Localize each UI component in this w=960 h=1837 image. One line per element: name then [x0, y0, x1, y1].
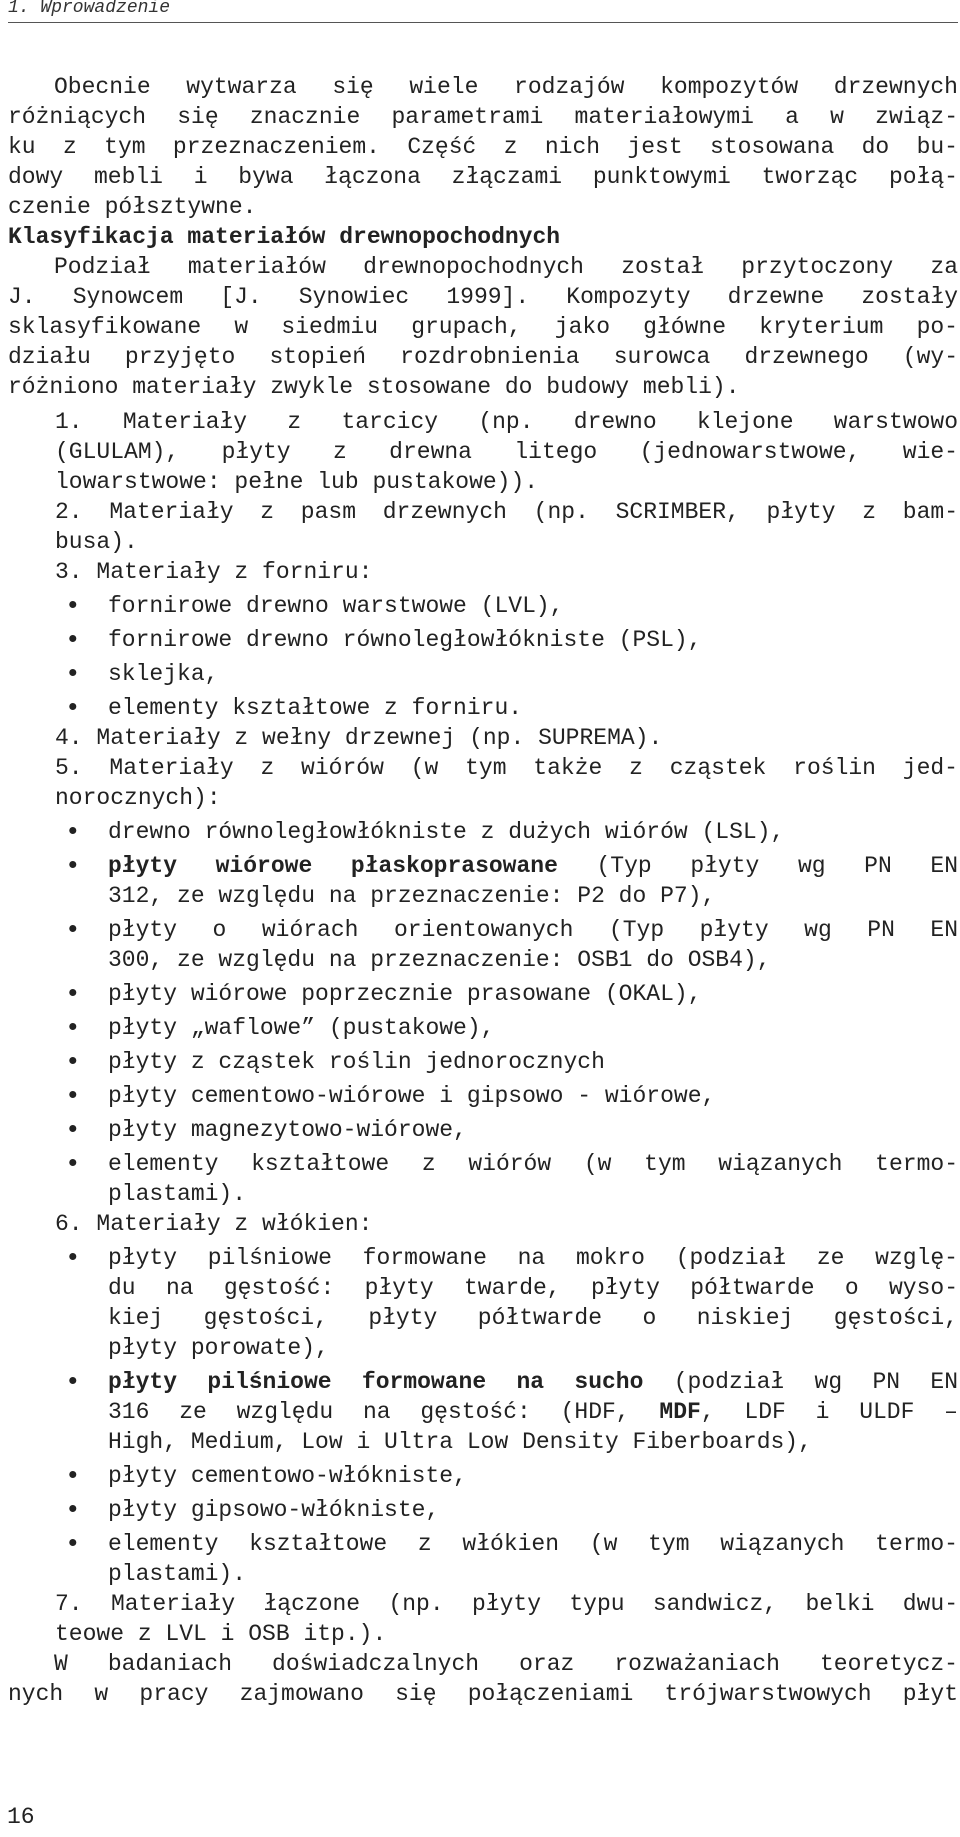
text-line: ku z tym przeznaczeniem. Część z nich jest stosowana do bu- [8, 134, 958, 160]
list-item: • płyty „waflowe” (pustakowe), [8, 1013, 958, 1043]
text-line: du na gęstość: płyty twarde, płyty półtwarde o wyso- [108, 1275, 958, 1301]
text-line: • płyty o wiórach orientowanych (Typ płyty wg PN EN [108, 917, 958, 943]
text-line: J. Synowcem [J. Synowiec 1999]. Kompozyty drzewne zostały [8, 284, 958, 310]
list-item: • płyty z cząstek roślin jednorocznych [8, 1047, 958, 1077]
running-header: 1. Wprowadzenie [8, 0, 958, 23]
group-5 [8, 753, 958, 813]
text-line: plastami). [108, 1561, 247, 1587]
text-line [108, 1367, 958, 1397]
text-run: , LDF i ULDF – [700, 1399, 958, 1425]
list-item [8, 915, 958, 975]
list-item: • płyty wiórowe poprzecznie prasowane (OKAL), [8, 979, 958, 1009]
classification-paragraph [8, 252, 958, 402]
text-line: W badaniach doświadczalnych oraz rozważaniach teoretycz- [54, 1651, 958, 1677]
text-line: 312, ze względu na przeznaczenie: P2 do P7), [108, 883, 716, 909]
group-2 [8, 497, 958, 557]
text-run: (Typ płyty wg PN EN [557, 853, 958, 879]
text-line: Podział materiałów drewnopochodnych został przytoczony za [54, 254, 958, 280]
text-line: norocznych): [55, 785, 221, 811]
list-item [8, 1243, 958, 1363]
list-item: • elementy kształtowe z forniru. [8, 693, 958, 723]
bold-term: płyty wiórowe płaskoprasowane [108, 853, 558, 879]
list-item [8, 1149, 958, 1209]
text-line: 2. Materiały z pasm drzewnych (np. SCRIMBER, płyty z bam- [55, 499, 958, 525]
text-line: działu przyjęto stopień rozdrobnienia surowca drzewnego (wy- [8, 344, 958, 370]
bold-term: MDF [659, 1399, 701, 1425]
text-line: dowy mebli i bywa łączona złączami punktowymi tworząc połą- [8, 164, 958, 190]
page-body [8, 72, 958, 1709]
text-line: 1. Materiały z tarcicy (np. drewno klejone warstwowo [55, 409, 958, 435]
list-item: • sklejka, [8, 659, 958, 689]
list-item: • płyty gipsowo-włókniste, [8, 1495, 958, 1525]
list-item [8, 1529, 958, 1589]
text-line: • elementy kształtowe z włókien (w tym wiązanych termo- [108, 1531, 958, 1557]
text-run: (podział wg PN EN [643, 1369, 958, 1395]
text-line: różniących się znacznie parametrami materiałowymi a w związ- [8, 104, 958, 130]
text-line: • płyty pilśniowe formowane na mokro (podział ze wzglę- [108, 1245, 958, 1271]
list-item: • płyty cementowo-wiórowe i gipsowo - wiórowe, [8, 1081, 958, 1111]
text-line: sklasyfikowane w siedmiu grupach, jako główne kryterium po- [8, 314, 958, 340]
group-3: 3. Materiały z forniru: [55, 559, 373, 585]
text-run: 316 ze względu na gęstość: (HDF, [108, 1399, 660, 1425]
group-7 [8, 1589, 958, 1649]
text-line: plastami). [108, 1181, 247, 1207]
text-line: nych w pracy zajmowano się połączeniami trójwarstwowych płyt [8, 1681, 958, 1707]
section-heading: Klasyfikacja materiałów drewnopochodnych [8, 224, 561, 250]
list-item: • fornirowe drewno warstwowe (LVL), [8, 591, 958, 621]
text-line [108, 1397, 958, 1427]
text-line: 300, ze względu na przeznaczenie: OSB1 do OSB4), [108, 947, 771, 973]
list-item: • drewno równoległowłókniste z dużych wiórów (LSL), [8, 817, 958, 847]
text-line: Obecnie wytwarza się wiele rodzajów kompozytów drzewnych [54, 74, 958, 100]
closing-paragraph [8, 1649, 958, 1709]
list-item: • płyty cementowo-włókniste, [8, 1461, 958, 1491]
list-item [8, 1367, 958, 1457]
group-4: 4. Materiały z wełny drzewnej (np. SUPREMA). [55, 725, 663, 751]
text-line [108, 851, 958, 881]
text-line: teowe z LVL i OSB itp.). [55, 1621, 387, 1647]
list-item: • fornirowe drewno równoległowłókniste (PSL), [8, 625, 958, 655]
page-number: 16 [7, 1804, 35, 1830]
text-line: • elementy kształtowe z wiórów (w tym wiązanych termo- [108, 1151, 958, 1177]
intro-paragraph [8, 72, 958, 222]
text-line: kiej gęstości, płyty półtwarde o niskiej gęstości, [108, 1305, 958, 1331]
bold-term: płyty pilśniowe formowane na sucho [108, 1369, 644, 1395]
group-1 [8, 407, 958, 497]
text-line: (GLULAM), płyty z drewna litego (jednowarstwowe, wie- [55, 439, 958, 465]
text-line: lowarstwowe: pełne lub pustakowe)). [55, 469, 539, 495]
text-line: płyty porowate), [108, 1335, 329, 1361]
list-item: • płyty magnezytowo-wiórowe, [8, 1115, 958, 1145]
text-line: 5. Materiały z wiórów (w tym także z cząstek roślin jed- [55, 755, 958, 781]
text-line: czenie półsztywne. [8, 194, 257, 220]
group-6: 6. Materiały z włókien: [55, 1211, 373, 1237]
text-line: High, Medium, Low i Ultra Low Density Fiberboards), [108, 1429, 812, 1455]
text-line: busa). [55, 529, 138, 555]
text-line: 7. Materiały łączone (np. płyty typu sandwicz, belki dwu- [55, 1591, 958, 1617]
text-line: różniono materiały zwykle stosowane do budowy mebli). [8, 374, 740, 400]
list-item [8, 851, 958, 911]
